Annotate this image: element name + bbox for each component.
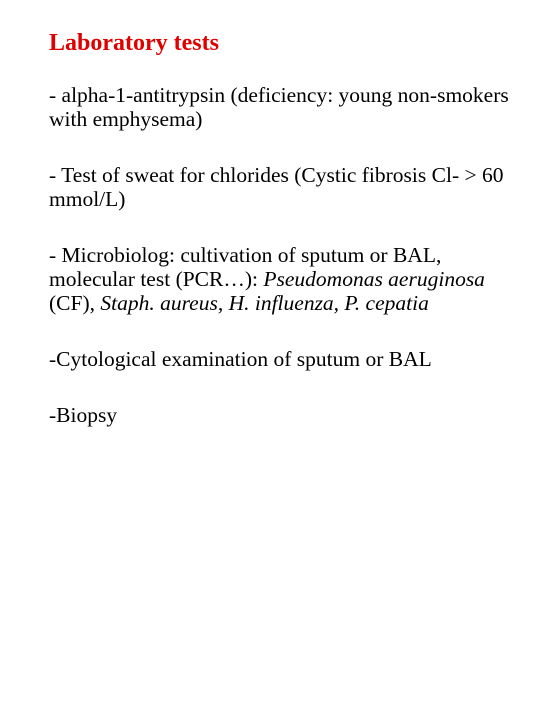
pathogen-pseudomonas: Pseudomonas aeruginosa [263,267,485,291]
pathogen-list: Staph. aureus, H. influenza, P. cepatia [100,291,429,315]
slide-content [49,28,509,459]
slide-title: Laboratory tests [49,30,219,56]
list-item-biopsy: -Biopsy [49,403,118,427]
list-item-cytology: -Cytological examination of sputum or BAL [49,347,432,371]
list-item-microbiology [49,243,509,315]
microbiology-text: - Microbiolog: cultivation of sputum or BAL, molecular test (PCR…): [49,243,442,291]
microbiology-cf: (CF), [49,291,101,315]
list-item-alpha1: - alpha-1-antitrypsin (deficiency: young non-smokers with emphysema) [49,83,509,131]
list-item-sweat-test: - Test of sweat for chlorides (Cystic fibrosis Cl- > 60 mmol/L) [49,163,504,211]
